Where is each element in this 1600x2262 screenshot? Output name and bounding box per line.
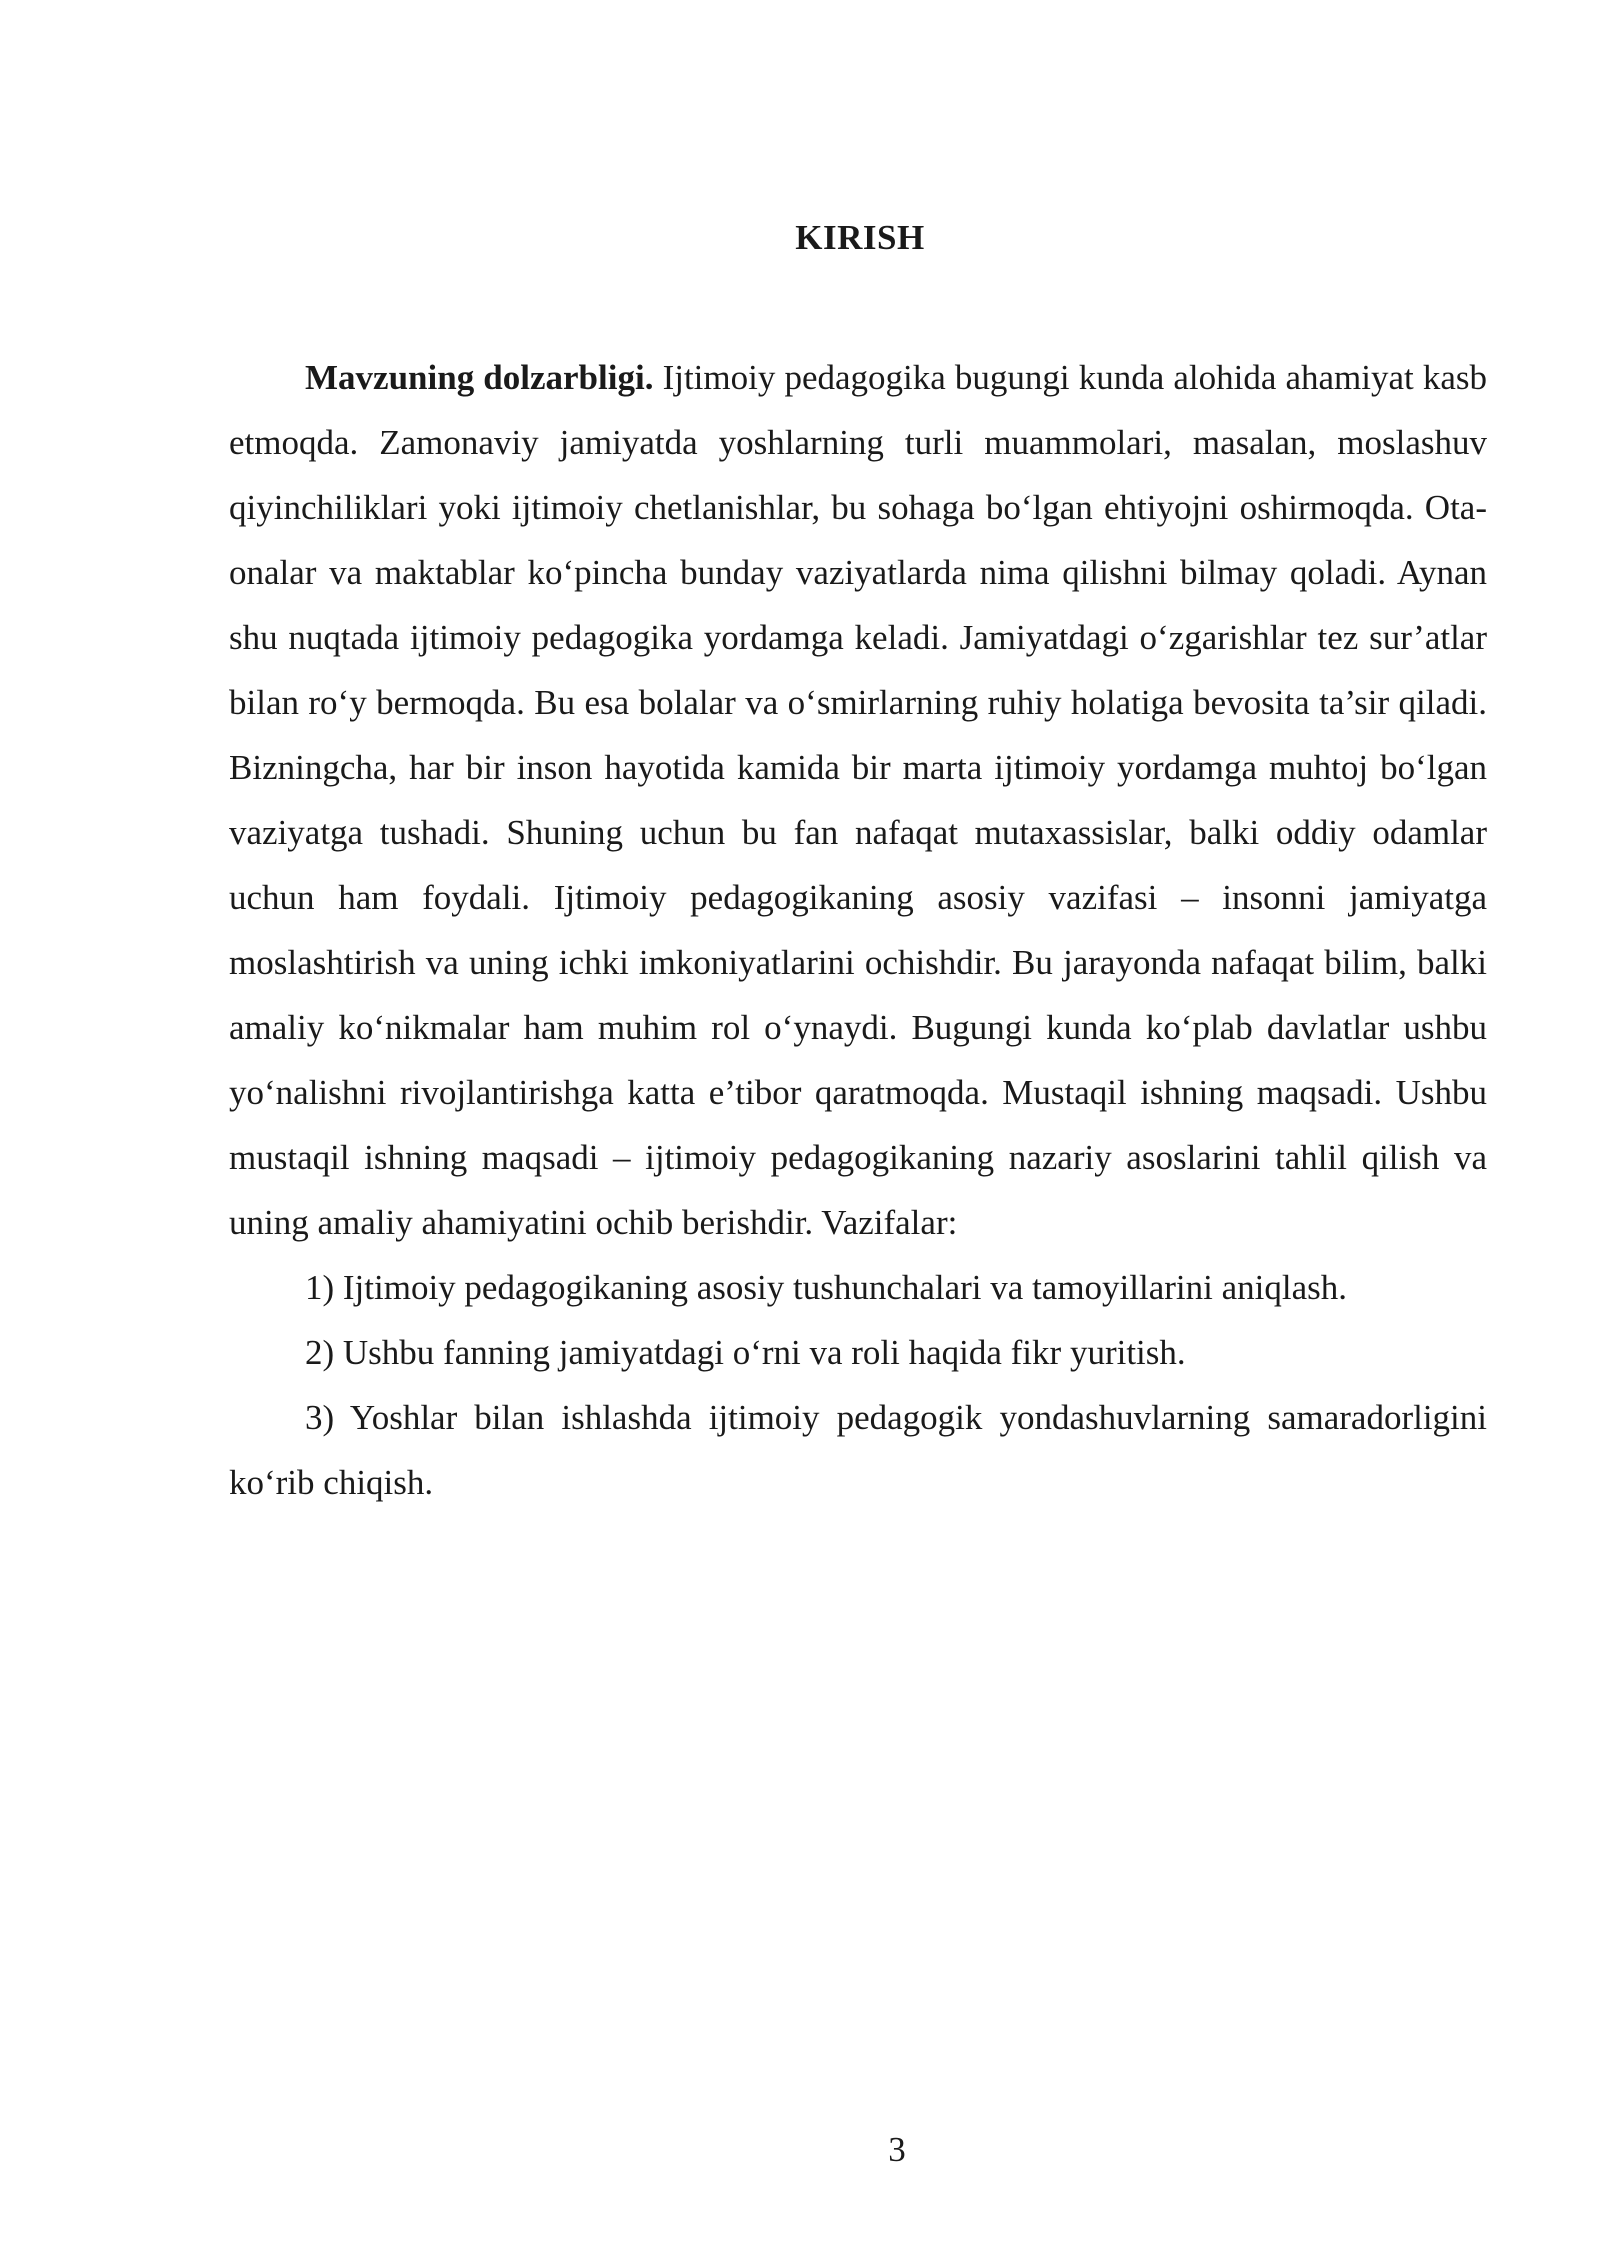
page-number: 3 — [888, 2130, 906, 2169]
relevance-heading: Mavzuning dolzarbligi. — [305, 358, 654, 397]
task-item-2: 2) Ushbu fanning jamiyatdagi o‘rni va roli haqida fikr yuritish. — [305, 1333, 1186, 1372]
task-item-3: 3) Yoshlar bilan ishlashda ijtimoiy pedagogik yondashuvlarning samaradorligini ko‘rib chiqish. — [229, 1398, 1487, 1502]
section-title: KIRISH — [795, 218, 925, 257]
intro-paragraph — [229, 345, 1487, 1255]
section-body — [229, 345, 1487, 1515]
intro-text: Ijtimoiy pedagogika bugungi kunda alohida ahamiyat kasb etmoqda. Zamonaviy jamiyatda yoshlarning turli muammolari, masalan, moslashuv qiyinchiliklari yoki ijtimoiy chetlanishlar, bu sohaga bo‘lgan ehtiyojni oshirmoqda. Ota-onalar va maktablar ko‘pincha bunday vaziyatlarda nima qilishni bilmay qoladi. Aynan shu nuqtada ijtimoiy pedagogika yordamga keladi. Jamiyatdagi o‘zgarishlar tez sur’atlar bilan ro‘y bermoqda. Bu esa bolalar va o‘smirlarning ruhiy holatiga bevosita ta’sir qiladi. Bizningcha, har bir inson hayotida kamida bir marta ijtimoiy yordamga muhtoj bo‘lgan vaziyatga tushadi. Shuning uchun bu fan nafaqat mutaxassislar, balki oddiy odamlar uchun ham foydali. Ijtimoiy pedagogikaning asosiy vazifasi – insonni jamiyatga moslashtirish va uning ichki imkoniyatlarini ochishdir. Bu jarayonda nafaqat bilim, balki amaliy ko‘nikmalar ham muhim rol o‘ynaydi. Bugungi kunda ko‘plab davlatlar ushbu yo‘nalishni rivojlantirishga katta e’tibor qaratmoqda. Mustaqil ishning maqsadi. Ushbu mustaqil ishning maqsadi – ijtimoiy pedagogikaning nazariy asoslarini tahlil qilish va uning amaliy ahamiyatini ochib berishdir. Vazifalar: — [229, 358, 1488, 1242]
task-item-1: 1) Ijtimoiy pedagogikaning asosiy tushunchalari va tamoyillarini aniqlash. — [305, 1268, 1348, 1307]
